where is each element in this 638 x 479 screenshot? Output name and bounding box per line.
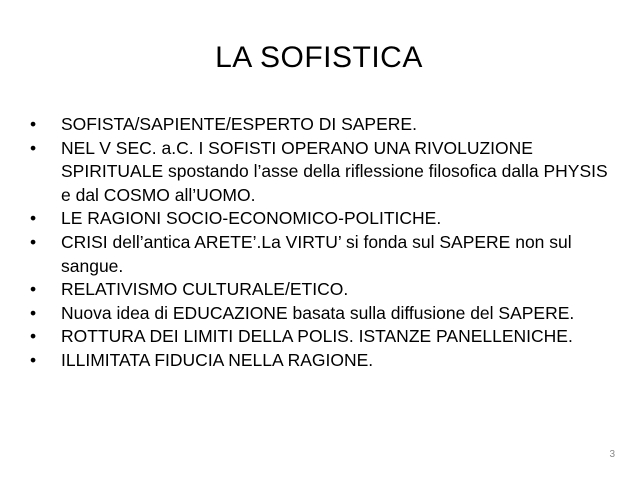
bullet-marker: • xyxy=(30,349,37,370)
bullet-item xyxy=(30,278,615,302)
bullet-marker: • xyxy=(30,302,37,323)
bullet-marker: • xyxy=(30,114,37,134)
page-number: 3 xyxy=(609,449,615,460)
bullet-item xyxy=(30,302,615,326)
bullet-item xyxy=(30,113,615,137)
bullet-text: NEL V SEC. a.C. I SOFISTI OPERANO UNA RIVOLUZIONE SPIRITUALE spostando l’asse della riflessione filosofica dalla PHYSIS e dal COSMO all’UOMO. xyxy=(61,137,608,205)
bullet-text: LE RAGIONI SOCIO-ECONOMICO-POLITICHE. xyxy=(61,208,442,229)
bullet-item xyxy=(30,231,615,278)
bullet-text: ILLIMITATA FIDUCIA NELLA RAGIONE. xyxy=(61,349,374,370)
bullet-marker: • xyxy=(30,231,37,252)
bullet-item xyxy=(30,349,615,373)
bullet-text: ROTTURA DEI LIMITI DELLA POLIS. ISTANZE PANELLENICHE. xyxy=(61,326,573,347)
bullet-text: SOFISTA/SAPIENTE/ESPERTO DI SAPERE. xyxy=(61,114,417,134)
bullet-marker: • xyxy=(30,326,37,347)
bullet-item xyxy=(30,207,615,231)
bullet-text: CRISI dell’antica ARETE’.La VIRTU’ si fonda sul SAPERE non sul sangue. xyxy=(61,231,572,276)
bullet-marker: • xyxy=(30,208,37,229)
slide-title: LA SOFISTICA xyxy=(215,41,423,74)
bullet-text: RELATIVISMO CULTURALE/ETICO. xyxy=(61,279,349,300)
bullet-list xyxy=(30,113,615,373)
bullet-marker: • xyxy=(30,137,37,158)
bullet-marker: • xyxy=(30,279,37,300)
bullet-item xyxy=(30,325,615,349)
bullet-text: Nuova idea di EDUCAZIONE basata sulla diffusione del SAPERE. xyxy=(61,302,575,323)
bullet-item xyxy=(30,137,615,208)
